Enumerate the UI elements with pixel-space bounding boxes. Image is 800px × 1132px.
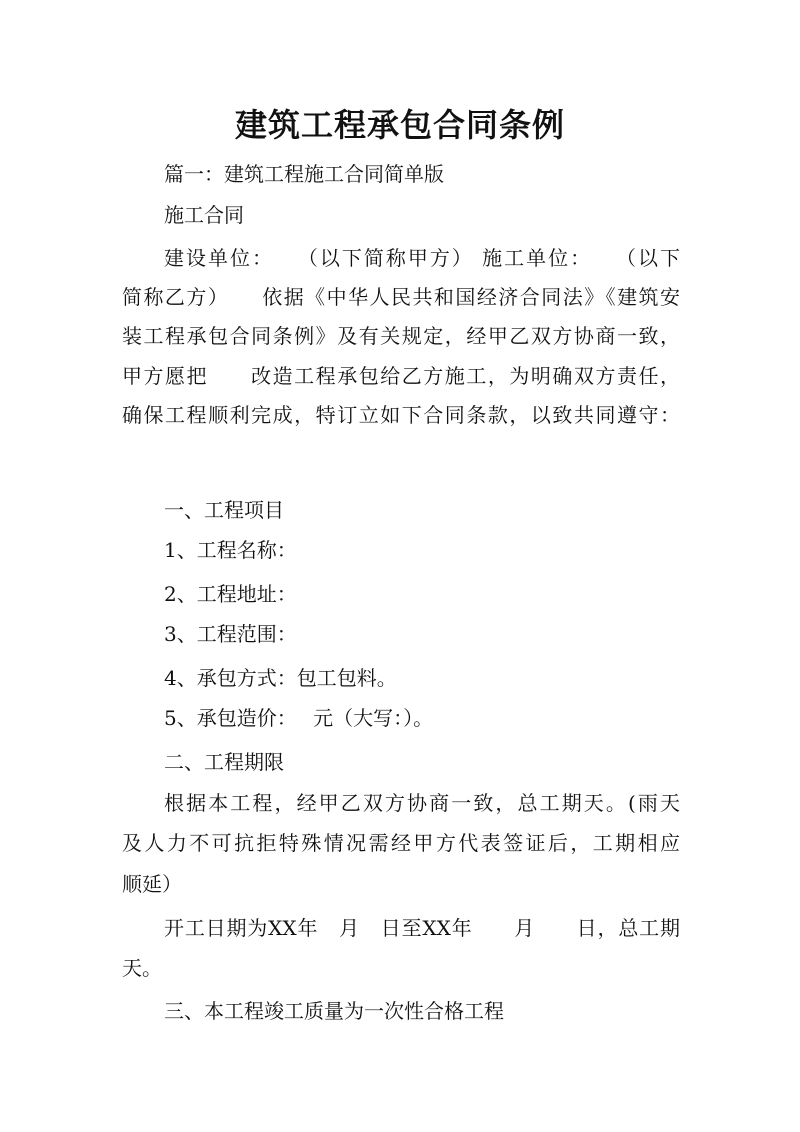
section-heading: 一、工程项目 — [164, 498, 284, 522]
paragraph-line: 确保工程顺利完成，特订立如下合同条款，以致共同遵守： — [122, 403, 680, 427]
paragraph-line: 天。 — [122, 956, 162, 980]
paragraph-line: 及人力不可抗拒特殊情况需经甲方代表签证后，工期相应 — [122, 831, 680, 855]
section-heading: 三、本工程竣工质量为一次性合格工程 — [164, 999, 504, 1023]
section-heading: 篇一：建筑工程施工合同简单版 — [164, 162, 444, 186]
section-heading: 二、工程期限 — [164, 750, 284, 774]
paragraph-line: 甲方愿把 改造工程承包给乙方施工，为明确双方责任， — [122, 364, 680, 388]
paragraph-line: 开工日期为XX年 月 日至XX年 月 日，总工期 — [164, 916, 680, 940]
paragraph-line: 装工程承包合同条例》及有关规定，经甲乙双方协商一致， — [122, 324, 680, 348]
subheading: 施工合同 — [164, 203, 244, 227]
paragraph-line: 顺延） — [122, 872, 182, 896]
paragraph-line: 根据本工程，经甲乙双方协商一致，总工期天。(雨天 — [164, 791, 680, 815]
document-title: 建筑工程承包合同条例 — [234, 106, 565, 144]
paragraph-line: 建设单位： （以下简称甲方） 施工单位： （以下 — [164, 246, 680, 270]
paragraph-line: 简称乙方） 依据《中华人民共和国经济合同法》《建筑安 — [122, 285, 680, 309]
list-item: 1、工程名称： — [164, 538, 297, 562]
list-item: 3、工程范围： — [164, 622, 297, 646]
list-item: 4、承包方式：包工包料。 — [164, 666, 397, 690]
list-item: 5、承包造价： 元（大写：）。 — [164, 706, 434, 730]
list-item: 2、工程地址： — [164, 582, 297, 606]
